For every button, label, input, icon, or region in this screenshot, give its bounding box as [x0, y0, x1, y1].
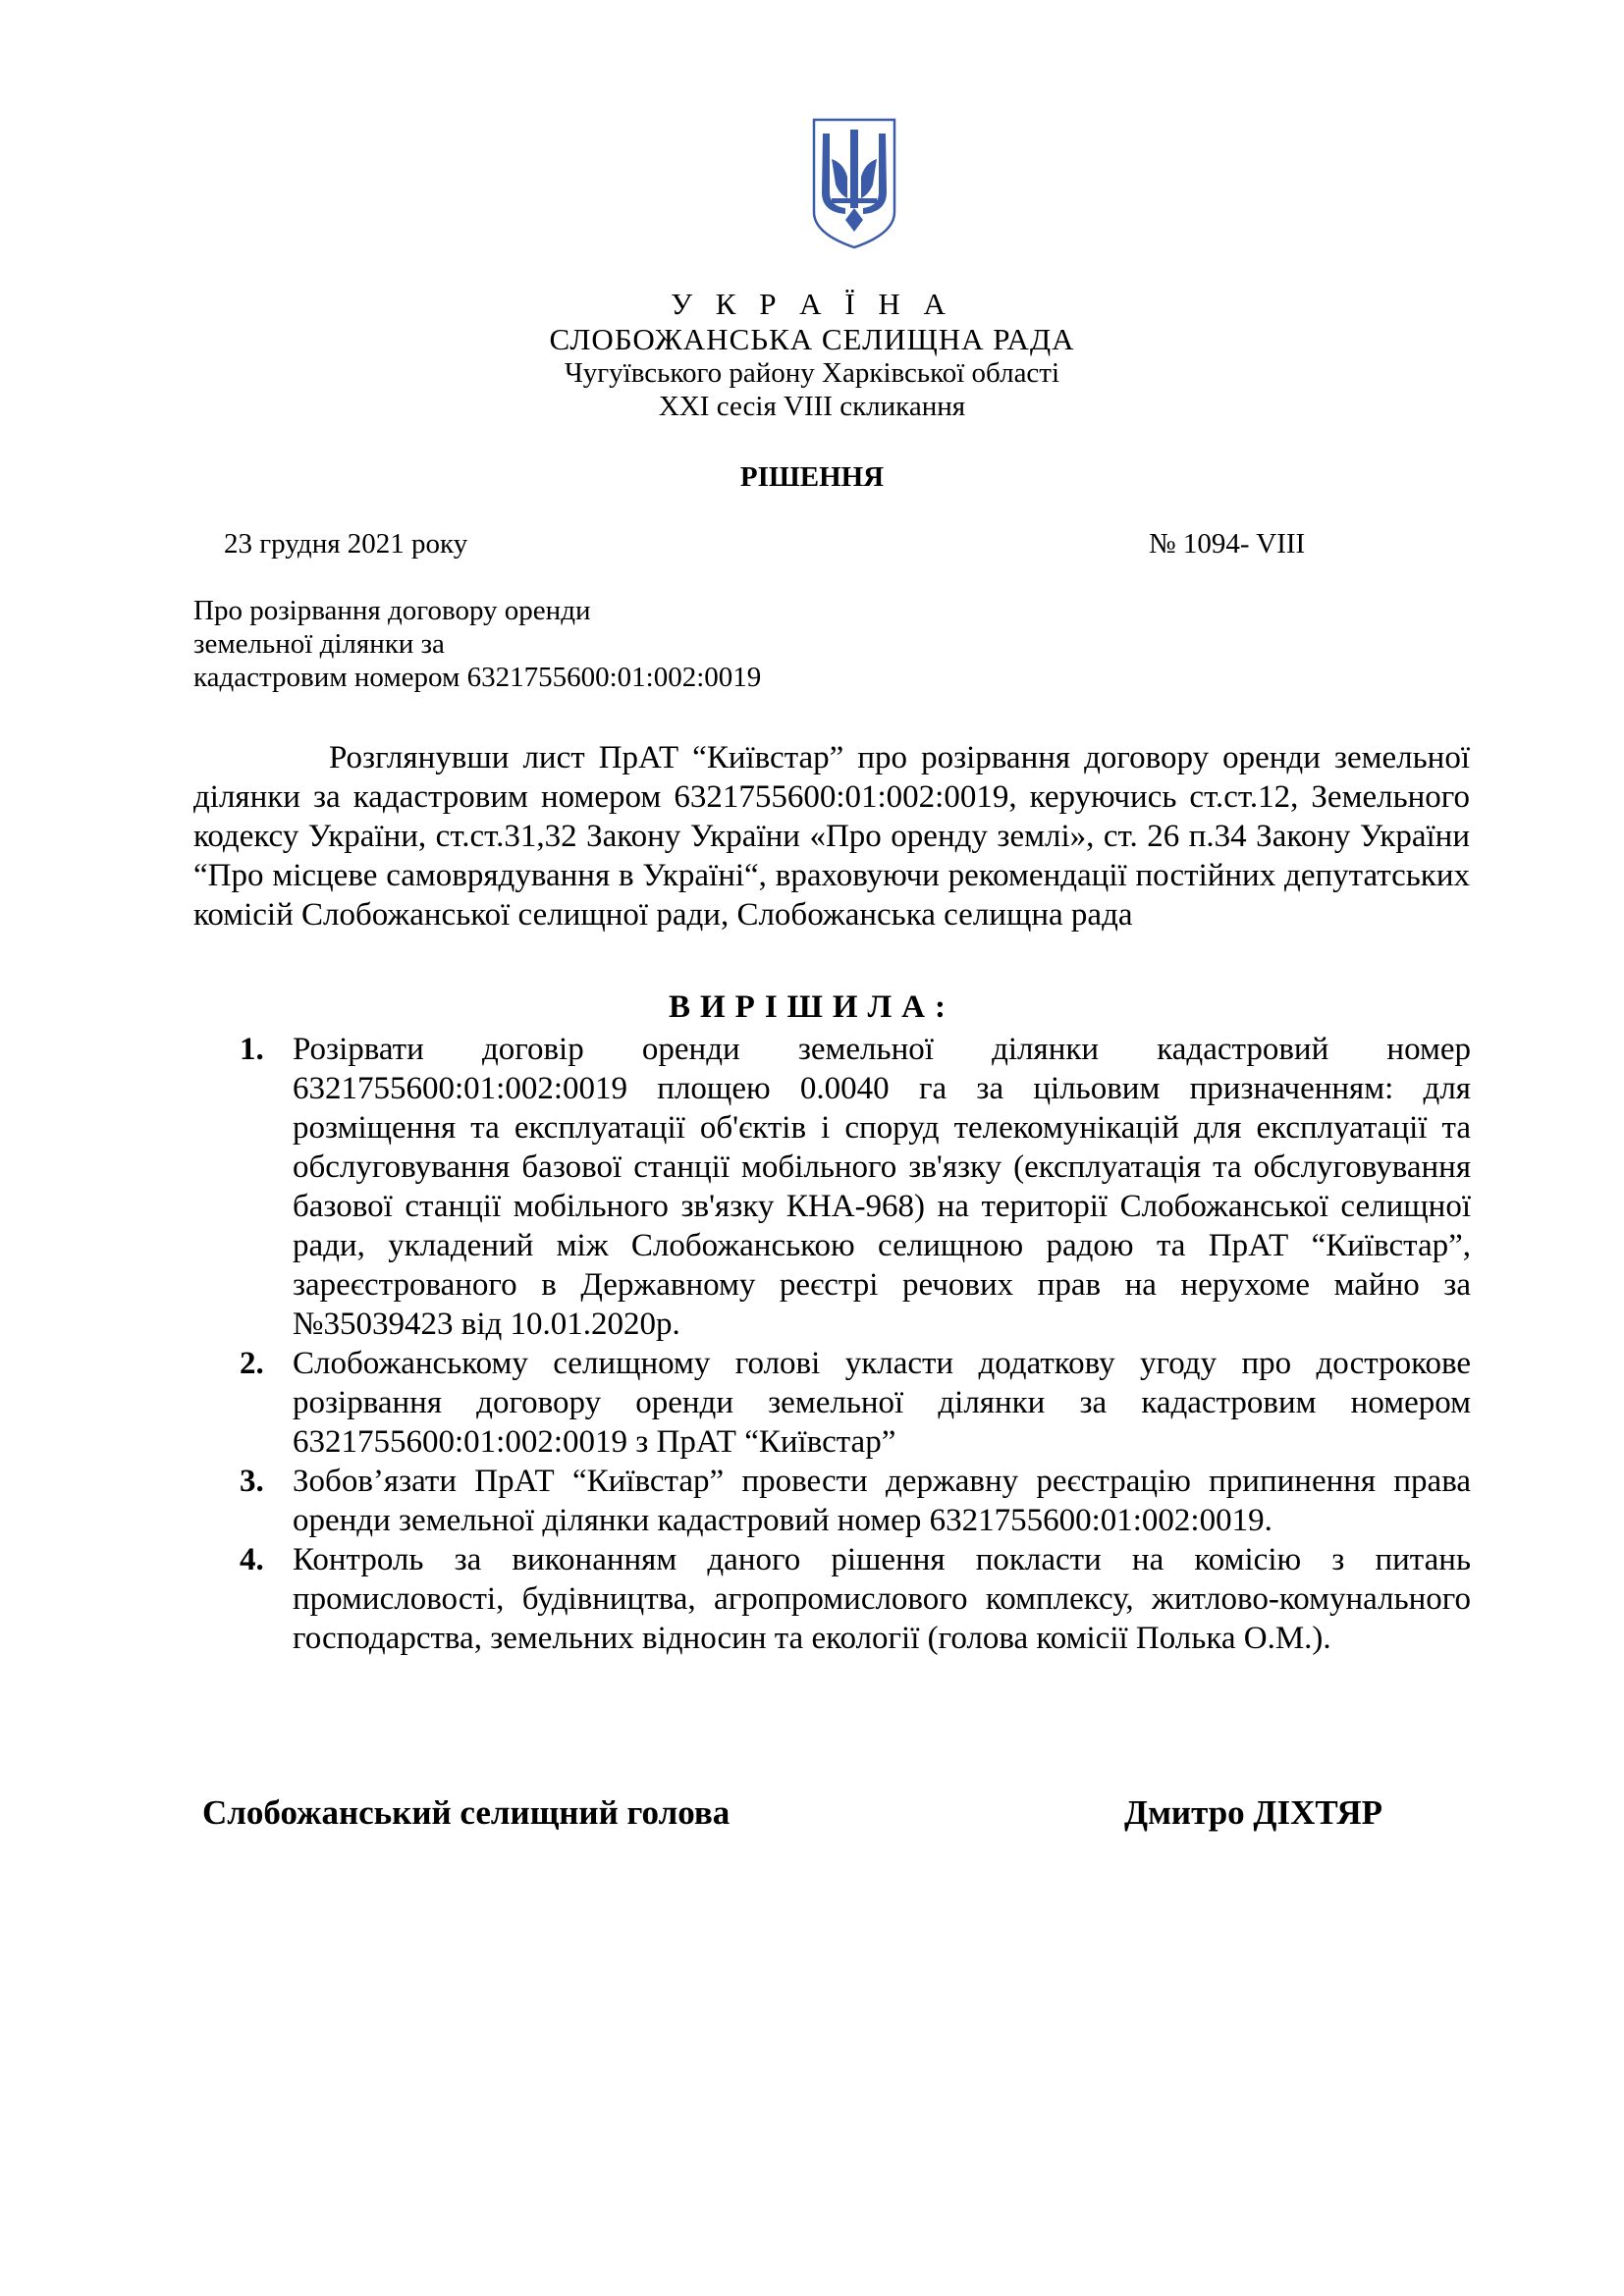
decided-heading: ВИРІШИЛА: [669, 989, 955, 1025]
document-date: 23 грудня 2021 року [224, 528, 468, 560]
item-text: Контроль за виконанням даного рішення покласти на комісію з питань промисловості, будівництва, агропромислового комплексу, житлово-комунального господарства, земельних відносин та екології (голова комісії Полька О.М.). [293, 1542, 1471, 1656]
subject-block [193, 594, 881, 694]
header-district: Чугуївського району Харківської області [564, 357, 1060, 389]
item-text: Зобов’язати ПрАТ “Київстар” провести державну реєстрацію припинення права оренди земельної ділянки кадастровий номер 6321755600:01:002:0019. [293, 1464, 1471, 1538]
item-text: Розірвати договір оренди земельної ділянки кадастровий номер 6321755600:01:002:0019 площею 0.0040 га за цільовим призначенням: для розміщення та експлуатації об'єктів і споруд телекомунікацій для експлуатації та обслуговування базової станції мобільного зв'язку (експлуатація та обслуговування базової станції мобільного зв'язку КНА-968) на території Слобожанської селищної ради, укладений між Слобожанською селищною радою та ПрАТ “Київстар”, зареєстрованого в Державному реєстрі речових прав на нерухоме майно за №35039423 від 10.01.2020р. [293, 1032, 1471, 1342]
document-title: РІШЕННЯ [739, 461, 885, 493]
resolution-items [236, 1030, 1471, 1658]
preamble-paragraph: Розглянувши лист ПрАТ “Київстар” про розірвання договору оренди земельної ділянки за кадастровим номером 6321755600:01:002:0019, керуючись ст.ст.12, Земельного кодексу України, ст.ст.31,32 Закону України «Про оренду землі», ст. 26 п.34 Закону України “Про місцеве самоврядування в Україні“, враховуючи рекомендації постійних депутатських комісій Слобожанської селищної ради, Слобожанська селищна рада [193, 740, 1470, 933]
header-country: У К Р А Ї Н А [671, 287, 953, 321]
item-text: Слобожанському селищному голові укласти додаткову угоду про дострокове розірвання договору оренди земельної ділянки за кадастровим номером 6321755600:01:002:0019 з ПрАТ “Київстар” [293, 1346, 1471, 1460]
resolution-item [236, 1540, 1471, 1658]
item-number: 1. [240, 1032, 264, 1067]
header-council: СЛОБОЖАНСЬКА СЕЛИЩНА РАДА [549, 322, 1075, 356]
subject-line: кадастровим номером 6321755600:01:002:0019 [193, 662, 762, 693]
signer-title: Слобожанський селищний голова [202, 1793, 731, 1832]
item-number: 3. [240, 1464, 264, 1499]
signer-name: Дмитро ДІХТЯР [1124, 1793, 1383, 1832]
subject-line: Про розірвання договору оренди [193, 595, 591, 626]
tryzub-coat-of-arms-icon [810, 116, 898, 251]
item-number: 2. [240, 1346, 264, 1381]
subject-line: земельної ділянки за [193, 628, 445, 660]
resolution-item [236, 1462, 1471, 1540]
resolution-item [236, 1344, 1471, 1462]
item-number: 4. [240, 1542, 264, 1577]
resolution-item [236, 1030, 1471, 1344]
header-session: XXI сесія VIII скликання [658, 391, 966, 422]
document-number: № 1094- VIII [1149, 528, 1306, 560]
